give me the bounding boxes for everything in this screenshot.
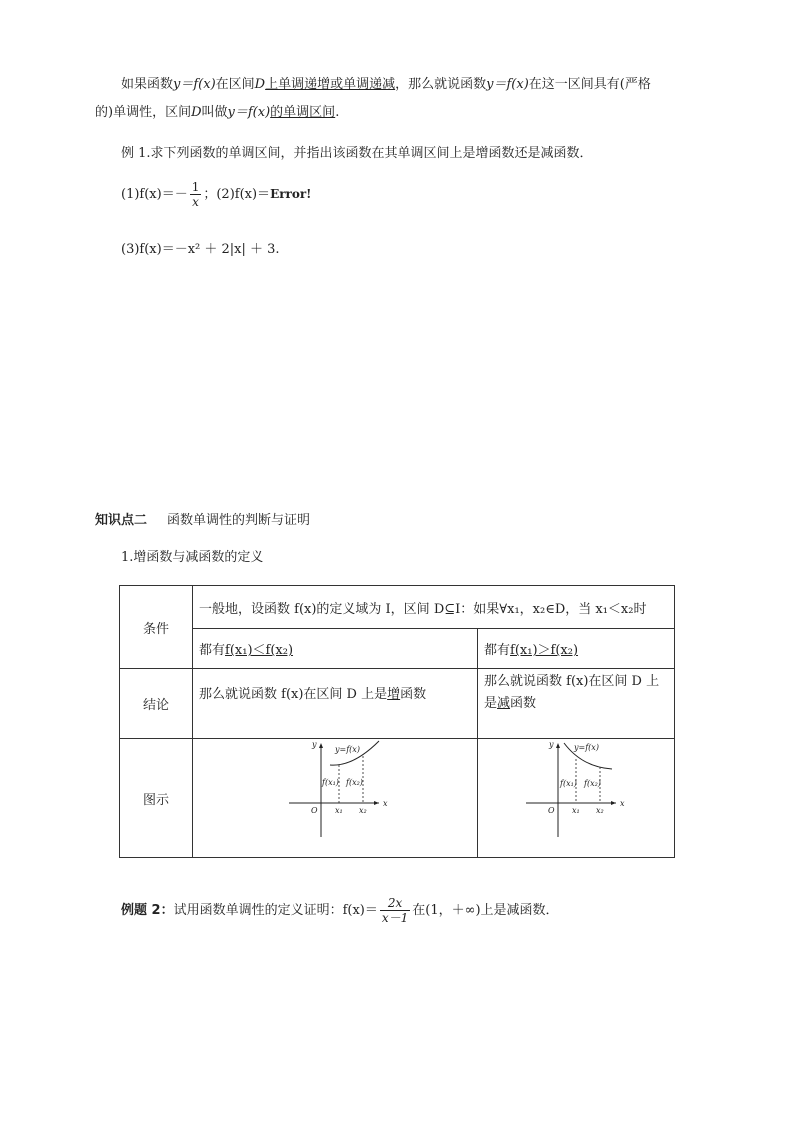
inc-inequality: f(x₁)＜f(x₂) xyxy=(225,643,294,658)
cell-text: 函数 xyxy=(400,687,427,702)
function-expr: y＝f(x) xyxy=(486,77,529,92)
x-label: x xyxy=(383,799,388,808)
intro-text: 的)单调性，区间 xyxy=(95,105,192,120)
increasing-graph xyxy=(193,739,465,857)
intro-line-2 xyxy=(95,101,339,120)
table-row xyxy=(120,669,675,739)
y-arrow-icon xyxy=(556,743,560,748)
example2-colon: ： xyxy=(160,903,174,918)
curve-label: y=f(x) xyxy=(574,743,599,752)
dec-graph-cell xyxy=(478,739,675,858)
inc-word: 增 xyxy=(387,687,401,702)
underlined-term: 的单调区间 xyxy=(270,105,336,120)
separator: ； xyxy=(203,187,217,202)
definition-table xyxy=(119,585,675,858)
example2-suffix: 在(1，＋∞)上是减函数． xyxy=(412,903,559,918)
fx1-label: f(x₁) xyxy=(560,779,577,788)
intro-text: 叫做 xyxy=(201,105,228,120)
x2-label: x₂ xyxy=(596,806,604,815)
cell-text: 都有 xyxy=(199,643,226,658)
intro-text: 在这一区间具有(严格 xyxy=(528,77,651,92)
section2-heading xyxy=(95,509,310,528)
intro-text: 在区间 xyxy=(215,77,255,92)
fraction-numerator: 1 xyxy=(191,180,200,194)
y-label: y xyxy=(312,740,317,749)
cell-text: 函数 xyxy=(510,696,537,711)
x-arrow-icon xyxy=(611,801,616,805)
problem-2: (2)f(x)＝ xyxy=(216,187,271,202)
cell-text: 那么就说函数 f(x)在区间 D 上是 xyxy=(199,687,388,702)
table-row xyxy=(120,739,675,858)
cell-text: 都有 xyxy=(484,643,511,658)
example1-part3: (3)f(x)＝－x² ＋ 2|x| ＋ 3. xyxy=(121,242,280,257)
curve-label: y=f(x) xyxy=(335,745,360,754)
fraction-numerator: 2x xyxy=(380,896,410,911)
cond-text: 一般地，设函数 f(x)的定义域为 I，区间 D⊆I：如果∀x₁，x₂∈D，当 x₁＜x₂时 xyxy=(193,586,675,629)
dec-cond xyxy=(478,629,675,669)
example2-label: 例题 2 xyxy=(121,903,161,918)
dec-concl xyxy=(478,669,675,739)
x2-label: x₂ xyxy=(359,806,367,815)
fraction xyxy=(380,896,410,925)
inc-concl xyxy=(193,669,478,739)
section-title: 函数单调性的判断与证明 xyxy=(167,513,311,528)
underlined-term: 上单调递增或单调递减 xyxy=(265,77,396,92)
concl-label: 结论 xyxy=(120,669,193,739)
decreasing-graph xyxy=(478,739,674,857)
intro-text: ，那么就说函数 xyxy=(395,77,487,92)
inc-cond xyxy=(193,629,478,669)
table-row xyxy=(120,629,675,669)
section-label: 知识点二 xyxy=(95,513,148,528)
interval-symbol: D xyxy=(191,105,202,120)
example1-title: 例 1.求下列函数的单调区间，并指出该函数在其单调区间上是增函数还是减函数． xyxy=(121,146,593,161)
example1-part1-2 xyxy=(121,180,311,209)
subsection-title: 1.增函数与减函数的定义 xyxy=(121,550,264,565)
x-arrow-icon xyxy=(374,801,379,805)
interval-symbol: D xyxy=(254,77,266,92)
fx2-label: f(x₂) xyxy=(346,778,363,787)
fx1-label: f(x₁) xyxy=(322,778,339,787)
intro-line-1 xyxy=(121,73,651,92)
dec-word: 减 xyxy=(497,696,511,711)
x-label: x xyxy=(620,799,625,808)
fig-label: 图示 xyxy=(120,739,193,858)
origin-label: O xyxy=(548,806,555,815)
error-text: Error! xyxy=(270,187,312,201)
problem-1: (1)f(x)＝－ xyxy=(121,187,188,202)
fx2-label: f(x₂) xyxy=(584,779,601,788)
y-label: y xyxy=(549,740,554,749)
cond-label: 条件 xyxy=(120,586,193,669)
fraction-denominator: x xyxy=(192,195,199,209)
x1-label: x₁ xyxy=(572,806,580,815)
x1-label: x₁ xyxy=(335,806,343,815)
table-row xyxy=(120,586,675,629)
function-expr: y＝f(x) xyxy=(173,77,216,92)
example2 xyxy=(121,896,559,925)
intro-text: . xyxy=(335,105,340,120)
example2-text: 试用函数单调性的定义证明：f(x)＝ xyxy=(173,903,378,918)
fraction-denominator: x－1 xyxy=(381,911,409,925)
intro-text: 如果函数 xyxy=(121,77,174,92)
function-expr: y＝f(x) xyxy=(227,105,271,120)
origin-label: O xyxy=(311,806,318,815)
dec-inequality: f(x₁)＞f(x₂) xyxy=(510,643,579,658)
y-arrow-icon xyxy=(319,743,323,748)
inc-graph-cell xyxy=(193,739,478,858)
fraction xyxy=(190,180,202,209)
cell-text: 那么就说函数 f(x)在区间 D 上 xyxy=(484,674,660,689)
cell-text: 是 xyxy=(484,696,498,711)
